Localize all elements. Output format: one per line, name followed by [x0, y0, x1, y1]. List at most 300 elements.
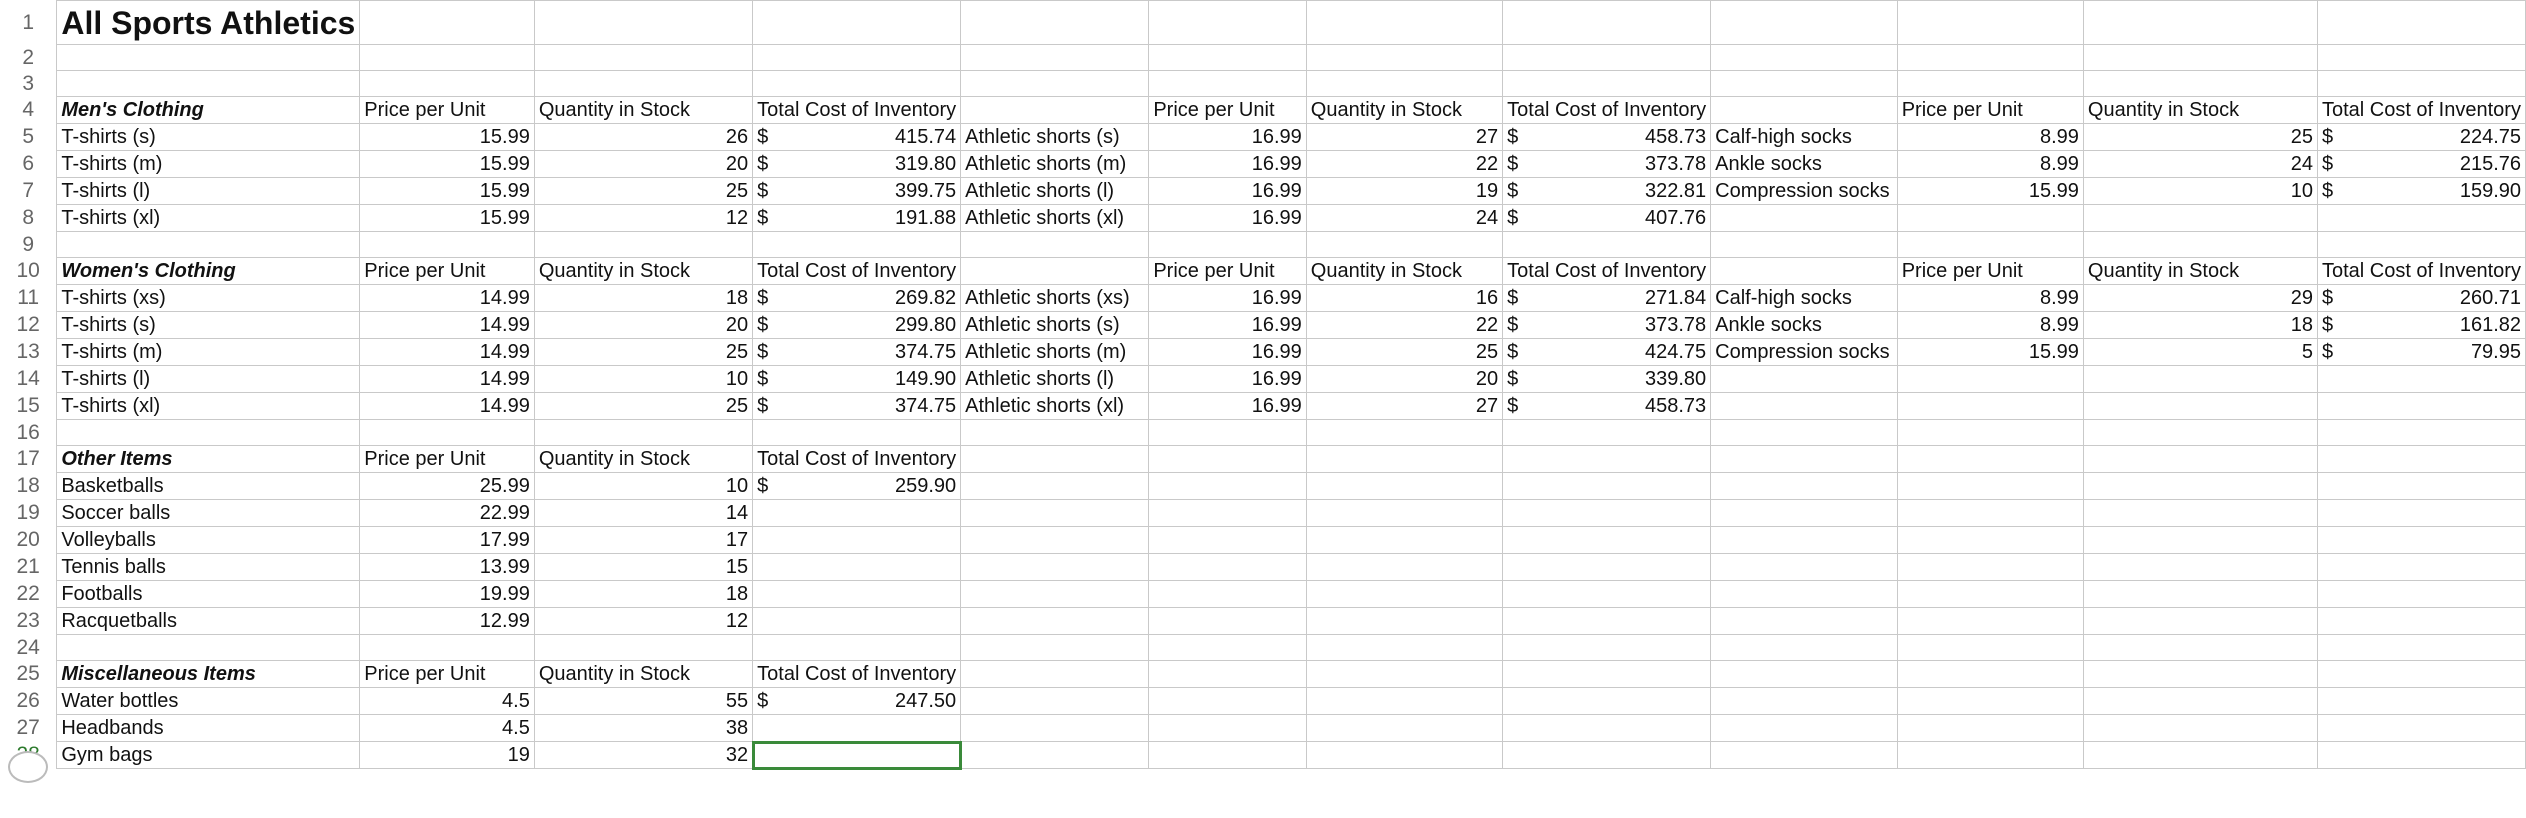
cell[interactable] [360, 45, 535, 71]
currency-cell[interactable]: $ 259.90 [753, 473, 961, 500]
cell[interactable]: 15.99 [1897, 178, 2083, 205]
row-number[interactable]: 13 [0, 339, 57, 366]
cell[interactable] [1711, 420, 1898, 446]
cell[interactable] [2083, 715, 2317, 742]
cell[interactable]: Water bottles [57, 688, 360, 715]
cell[interactable] [534, 1, 752, 45]
cell[interactable]: Tennis balls [57, 554, 360, 581]
cell[interactable] [1711, 661, 1898, 688]
cell[interactable] [2317, 232, 2525, 258]
cell[interactable]: 8.99 [1897, 124, 2083, 151]
cell[interactable] [2083, 232, 2317, 258]
cell[interactable]: 32 [534, 742, 752, 769]
row-number[interactable]: 20 [0, 527, 57, 554]
row-number[interactable]: 21 [0, 554, 57, 581]
cell[interactable] [1711, 232, 1898, 258]
column-header[interactable]: Total Cost of Inventory [753, 258, 961, 285]
cell[interactable]: 16.99 [1149, 312, 1306, 339]
row-number[interactable]: 26 [0, 688, 57, 715]
cell[interactable] [1149, 232, 1306, 258]
cell[interactable]: 16.99 [1149, 366, 1306, 393]
column-header[interactable]: Price per Unit [360, 661, 535, 688]
cell[interactable] [2083, 688, 2317, 715]
cell[interactable] [961, 688, 1149, 715]
cell[interactable] [1897, 366, 2083, 393]
currency-cell[interactable]: $ 161.82 [2317, 312, 2525, 339]
cell[interactable] [2317, 446, 2525, 473]
cell[interactable] [1503, 446, 1711, 473]
cell[interactable] [961, 473, 1149, 500]
cell[interactable] [753, 581, 961, 608]
cell[interactable]: 25 [534, 393, 752, 420]
cell[interactable] [1897, 71, 2083, 97]
cell[interactable] [961, 1, 1149, 45]
column-header[interactable]: Quantity in Stock [534, 258, 752, 285]
selected-cell[interactable] [753, 742, 961, 769]
cell[interactable] [1897, 205, 2083, 232]
section-header[interactable]: Women's Clothing [57, 258, 360, 285]
cell[interactable] [2083, 446, 2317, 473]
cell[interactable] [1149, 608, 1306, 635]
cell[interactable]: T-shirts (s) [57, 124, 360, 151]
cell[interactable] [1503, 715, 1711, 742]
cell[interactable] [1306, 715, 1502, 742]
cell[interactable] [1503, 1, 1711, 45]
cell[interactable]: 15.99 [360, 205, 535, 232]
cell[interactable] [1897, 554, 2083, 581]
row-number[interactable]: 24 [0, 635, 57, 661]
currency-cell[interactable]: $ 271.84 [1503, 285, 1711, 312]
cell[interactable] [1711, 742, 1898, 769]
cell[interactable]: 16.99 [1149, 339, 1306, 366]
row-number[interactable]: 7 [0, 178, 57, 205]
currency-cell[interactable]: $ 399.75 [753, 178, 961, 205]
cell[interactable] [1149, 635, 1306, 661]
sheet-title[interactable]: All Sports Athletics [57, 1, 360, 45]
cell[interactable] [753, 71, 961, 97]
cell[interactable]: 27 [1306, 124, 1502, 151]
cell[interactable] [1306, 473, 1502, 500]
cell[interactable] [1897, 232, 2083, 258]
currency-cell[interactable]: $ 373.78 [1503, 151, 1711, 178]
cell[interactable] [1503, 554, 1711, 581]
row-number[interactable]: 9 [0, 232, 57, 258]
cell[interactable] [1897, 1, 2083, 45]
cell[interactable]: 5 [2083, 339, 2317, 366]
column-header[interactable]: Price per Unit [360, 258, 535, 285]
cell[interactable]: 22 [1306, 151, 1502, 178]
cell[interactable] [1503, 232, 1711, 258]
row-number[interactable]: 16 [0, 420, 57, 446]
cell[interactable]: 16.99 [1149, 124, 1306, 151]
cell[interactable]: 19.99 [360, 581, 535, 608]
cell[interactable]: 8.99 [1897, 312, 2083, 339]
cell[interactable] [2317, 205, 2525, 232]
cell[interactable] [961, 45, 1149, 71]
cell[interactable] [2317, 473, 2525, 500]
cell[interactable]: T-shirts (xl) [57, 205, 360, 232]
cell[interactable]: 26 [534, 124, 752, 151]
cell[interactable] [2317, 608, 2525, 635]
cell[interactable] [753, 1, 961, 45]
cell[interactable]: 18 [534, 581, 752, 608]
cell[interactable]: T-shirts (xl) [57, 393, 360, 420]
cell[interactable] [1897, 742, 2083, 769]
cell[interactable] [961, 232, 1149, 258]
cell[interactable] [360, 1, 535, 45]
cell[interactable] [1306, 661, 1502, 688]
cell[interactable] [1503, 635, 1711, 661]
cell[interactable] [1897, 446, 2083, 473]
cell[interactable] [1503, 742, 1711, 769]
cell[interactable] [1711, 1, 1898, 45]
cell[interactable] [1897, 688, 2083, 715]
cell[interactable] [2317, 500, 2525, 527]
row-number[interactable]: 19 [0, 500, 57, 527]
cell[interactable] [1711, 258, 1898, 285]
cell[interactable]: Headbands [57, 715, 360, 742]
cell[interactable] [1711, 366, 1898, 393]
row-number[interactable]: 27 [0, 715, 57, 742]
cell[interactable]: 29 [2083, 285, 2317, 312]
cell[interactable] [961, 527, 1149, 554]
cell[interactable] [1306, 635, 1502, 661]
cell[interactable] [57, 71, 360, 97]
column-header[interactable]: Total Cost of Inventory [1503, 258, 1711, 285]
column-header[interactable]: Price per Unit [360, 97, 535, 124]
cell[interactable] [1149, 473, 1306, 500]
cell[interactable]: Athletic shorts (s) [961, 124, 1149, 151]
cell[interactable]: Athletic shorts (xs) [961, 285, 1149, 312]
cell[interactable] [2083, 420, 2317, 446]
cell[interactable]: 27 [1306, 393, 1502, 420]
cell[interactable]: 14.99 [360, 312, 535, 339]
cell[interactable] [1306, 1, 1502, 45]
cell[interactable]: 14 [534, 500, 752, 527]
currency-cell[interactable]: $ 374.75 [753, 393, 961, 420]
cell[interactable] [961, 742, 1149, 769]
currency-cell[interactable]: $ 191.88 [753, 205, 961, 232]
cell[interactable] [57, 635, 360, 661]
column-header[interactable]: Quantity in Stock [1306, 97, 1502, 124]
cell[interactable]: 22 [1306, 312, 1502, 339]
cell[interactable] [360, 635, 535, 661]
cell[interactable] [2083, 71, 2317, 97]
cell[interactable]: T-shirts (m) [57, 151, 360, 178]
currency-cell[interactable]: $ 149.90 [753, 366, 961, 393]
cell[interactable] [1711, 45, 1898, 71]
row-number[interactable]: 2 [0, 45, 57, 71]
cell[interactable] [1711, 71, 1898, 97]
cell[interactable]: 16.99 [1149, 151, 1306, 178]
cell[interactable]: Athletic shorts (m) [961, 151, 1149, 178]
cell[interactable] [1503, 473, 1711, 500]
cell[interactable] [1503, 500, 1711, 527]
currency-cell[interactable]: $ 79.95 [2317, 339, 2525, 366]
cell[interactable]: 15 [534, 554, 752, 581]
cell[interactable]: Footballs [57, 581, 360, 608]
cell[interactable] [1711, 635, 1898, 661]
cell[interactable] [1711, 688, 1898, 715]
column-header[interactable]: Quantity in Stock [534, 446, 752, 473]
currency-cell[interactable]: $ 424.75 [1503, 339, 1711, 366]
cell[interactable]: 20 [1306, 366, 1502, 393]
cell[interactable]: T-shirts (l) [57, 366, 360, 393]
cell[interactable]: 10 [2083, 178, 2317, 205]
cell[interactable] [2317, 1, 2525, 45]
row-number[interactable]: 25 [0, 661, 57, 688]
cell[interactable] [753, 635, 961, 661]
cell[interactable]: 12 [534, 205, 752, 232]
cell[interactable] [1503, 527, 1711, 554]
cell[interactable] [2083, 45, 2317, 71]
cell[interactable] [1149, 446, 1306, 473]
cell[interactable] [2317, 742, 2525, 769]
cell[interactable]: 25 [2083, 124, 2317, 151]
column-header[interactable]: Total Cost of Inventory [753, 446, 961, 473]
currency-cell[interactable]: $ 458.73 [1503, 393, 1711, 420]
row-number[interactable]: 17 [0, 446, 57, 473]
cell[interactable]: 10 [534, 473, 752, 500]
cell[interactable] [2317, 393, 2525, 420]
cell[interactable]: Athletic shorts (m) [961, 339, 1149, 366]
currency-cell[interactable]: $ 322.81 [1503, 178, 1711, 205]
cell[interactable] [534, 635, 752, 661]
cell[interactable] [1897, 45, 2083, 71]
cell[interactable]: 15.99 [360, 178, 535, 205]
cell[interactable] [1149, 1, 1306, 45]
cell[interactable]: 15.99 [360, 124, 535, 151]
cell[interactable]: Soccer balls [57, 500, 360, 527]
cell[interactable] [753, 715, 961, 742]
column-header[interactable]: Quantity in Stock [534, 661, 752, 688]
section-header[interactable]: Other Items [57, 446, 360, 473]
cell[interactable] [2317, 527, 2525, 554]
column-header[interactable]: Quantity in Stock [2083, 97, 2317, 124]
cell[interactable] [1306, 446, 1502, 473]
cell[interactable] [2083, 473, 2317, 500]
cell[interactable]: 16 [1306, 285, 1502, 312]
cell[interactable] [1149, 45, 1306, 71]
cell[interactable] [360, 71, 535, 97]
cell[interactable]: Gym bags [57, 742, 360, 769]
cell[interactable] [2083, 608, 2317, 635]
cell[interactable]: 16.99 [1149, 285, 1306, 312]
row-number[interactable]: 22 [0, 581, 57, 608]
column-header[interactable]: Total Cost of Inventory [753, 97, 961, 124]
cell[interactable]: 8.99 [1897, 151, 2083, 178]
cell[interactable] [1897, 500, 2083, 527]
cell[interactable] [1306, 527, 1502, 554]
cell[interactable] [961, 258, 1149, 285]
cell[interactable] [1149, 554, 1306, 581]
cell[interactable] [1897, 393, 2083, 420]
cell[interactable] [2317, 661, 2525, 688]
row-number[interactable]: 11 [0, 285, 57, 312]
sheet-tab-handle[interactable] [8, 751, 48, 783]
cell[interactable]: 25.99 [360, 473, 535, 500]
cell[interactable] [1149, 742, 1306, 769]
cell[interactable] [1711, 473, 1898, 500]
cell[interactable]: 24 [2083, 151, 2317, 178]
currency-cell[interactable]: $ 458.73 [1503, 124, 1711, 151]
column-header[interactable]: Total Cost of Inventory [2317, 97, 2525, 124]
cell[interactable]: 38 [534, 715, 752, 742]
column-header[interactable]: Quantity in Stock [1306, 258, 1502, 285]
row-number[interactable]: 8 [0, 205, 57, 232]
cell[interactable]: Racquetballs [57, 608, 360, 635]
currency-cell[interactable]: $ 299.80 [753, 312, 961, 339]
cell[interactable] [1306, 742, 1502, 769]
section-header[interactable]: Miscellaneous Items [57, 661, 360, 688]
cell[interactable] [1897, 527, 2083, 554]
cell[interactable] [1306, 500, 1502, 527]
column-header[interactable]: Total Cost of Inventory [1503, 97, 1711, 124]
cell[interactable] [57, 45, 360, 71]
cell[interactable]: 25 [534, 339, 752, 366]
cell[interactable]: 17.99 [360, 527, 535, 554]
cell[interactable] [961, 554, 1149, 581]
cell[interactable] [1503, 581, 1711, 608]
cell[interactable]: Athletic shorts (xl) [961, 205, 1149, 232]
cell[interactable]: T-shirts (s) [57, 312, 360, 339]
currency-cell[interactable]: $ 407.76 [1503, 205, 1711, 232]
cell[interactable] [753, 608, 961, 635]
cell[interactable] [2317, 688, 2525, 715]
currency-cell[interactable]: $ 374.75 [753, 339, 961, 366]
cell[interactable] [1149, 581, 1306, 608]
cell[interactable] [1897, 608, 2083, 635]
cell[interactable] [1711, 393, 1898, 420]
column-header[interactable]: Price per Unit [360, 446, 535, 473]
cell[interactable]: 16.99 [1149, 393, 1306, 420]
cell[interactable] [2083, 205, 2317, 232]
cell[interactable] [1503, 661, 1711, 688]
cell[interactable] [1149, 71, 1306, 97]
row-number[interactable]: 15 [0, 393, 57, 420]
column-header[interactable]: Total Cost of Inventory [2317, 258, 2525, 285]
cell[interactable] [1306, 45, 1502, 71]
cell[interactable] [534, 232, 752, 258]
cell[interactable] [2083, 554, 2317, 581]
cell[interactable]: 12.99 [360, 608, 535, 635]
cell[interactable]: 15.99 [360, 151, 535, 178]
cell[interactable]: Volleyballs [57, 527, 360, 554]
cell[interactable] [961, 635, 1149, 661]
cell[interactable] [1711, 500, 1898, 527]
currency-cell[interactable]: $ 215.76 [2317, 151, 2525, 178]
cell[interactable] [753, 45, 961, 71]
cell[interactable]: 16.99 [1149, 205, 1306, 232]
cell[interactable] [1711, 554, 1898, 581]
cell[interactable]: 17 [534, 527, 752, 554]
cell[interactable]: 14.99 [360, 339, 535, 366]
cell[interactable] [2083, 366, 2317, 393]
cell[interactable]: Compression socks [1711, 178, 1898, 205]
cell[interactable] [2083, 635, 2317, 661]
cell[interactable]: Athletic shorts (s) [961, 312, 1149, 339]
cell[interactable] [2083, 393, 2317, 420]
cell[interactable] [961, 420, 1149, 446]
cell[interactable] [1149, 661, 1306, 688]
currency-cell[interactable]: $ 260.71 [2317, 285, 2525, 312]
row-number[interactable]: 18 [0, 473, 57, 500]
cell[interactable] [2317, 554, 2525, 581]
cell[interactable] [2083, 1, 2317, 45]
cell[interactable] [1897, 473, 2083, 500]
cell[interactable]: Compression socks [1711, 339, 1898, 366]
cell[interactable] [2317, 715, 2525, 742]
cell[interactable]: 24 [1306, 205, 1502, 232]
row-number[interactable]: 3 [0, 71, 57, 97]
cell[interactable] [1897, 420, 2083, 446]
cell[interactable]: 8.99 [1897, 285, 2083, 312]
currency-cell[interactable]: $ 319.80 [753, 151, 961, 178]
cell[interactable] [1711, 446, 1898, 473]
cell[interactable]: 14.99 [360, 366, 535, 393]
cell[interactable] [961, 581, 1149, 608]
cell[interactable]: 25 [1306, 339, 1502, 366]
cell[interactable] [1897, 581, 2083, 608]
cell[interactable]: 12 [534, 608, 752, 635]
cell[interactable] [57, 420, 360, 446]
cell[interactable] [1149, 688, 1306, 715]
cell[interactable] [961, 715, 1149, 742]
cell[interactable] [753, 420, 961, 446]
cell[interactable] [1149, 500, 1306, 527]
cell[interactable] [1149, 527, 1306, 554]
cell[interactable]: Athletic shorts (l) [961, 366, 1149, 393]
cell[interactable] [1897, 635, 2083, 661]
cell[interactable]: Athletic shorts (l) [961, 178, 1149, 205]
cell[interactable] [961, 446, 1149, 473]
cell[interactable] [1711, 715, 1898, 742]
section-header[interactable]: Men's Clothing [57, 97, 360, 124]
cell[interactable] [961, 71, 1149, 97]
cell[interactable]: 4.5 [360, 715, 535, 742]
cell[interactable] [534, 420, 752, 446]
cell[interactable]: 19 [360, 742, 535, 769]
cell[interactable]: 14.99 [360, 393, 535, 420]
cell[interactable] [1306, 420, 1502, 446]
cell[interactable] [961, 608, 1149, 635]
cell[interactable] [1503, 420, 1711, 446]
cell[interactable]: 14.99 [360, 285, 535, 312]
row-number[interactable]: 10 [0, 258, 57, 285]
cell[interactable]: 22.99 [360, 500, 535, 527]
column-header[interactable]: Price per Unit [1149, 258, 1306, 285]
cell[interactable] [1711, 581, 1898, 608]
cell[interactable]: 13.99 [360, 554, 535, 581]
cell[interactable]: 20 [534, 151, 752, 178]
cell[interactable] [1503, 71, 1711, 97]
cell[interactable] [2083, 527, 2317, 554]
currency-cell[interactable]: $ 247.50 [753, 688, 961, 715]
row-number[interactable]: 1 [0, 1, 57, 45]
cell[interactable]: Calf-high socks [1711, 124, 1898, 151]
cell[interactable] [1306, 688, 1502, 715]
cell[interactable] [1306, 608, 1502, 635]
column-header[interactable]: Price per Unit [1897, 97, 2083, 124]
cell[interactable]: 25 [534, 178, 752, 205]
cell[interactable]: Athletic shorts (xl) [961, 393, 1149, 420]
currency-cell[interactable]: $ 373.78 [1503, 312, 1711, 339]
cell[interactable] [2083, 661, 2317, 688]
cell[interactable] [2317, 635, 2525, 661]
currency-cell[interactable]: $ 224.75 [2317, 124, 2525, 151]
cell[interactable] [2317, 71, 2525, 97]
cell[interactable] [1503, 688, 1711, 715]
